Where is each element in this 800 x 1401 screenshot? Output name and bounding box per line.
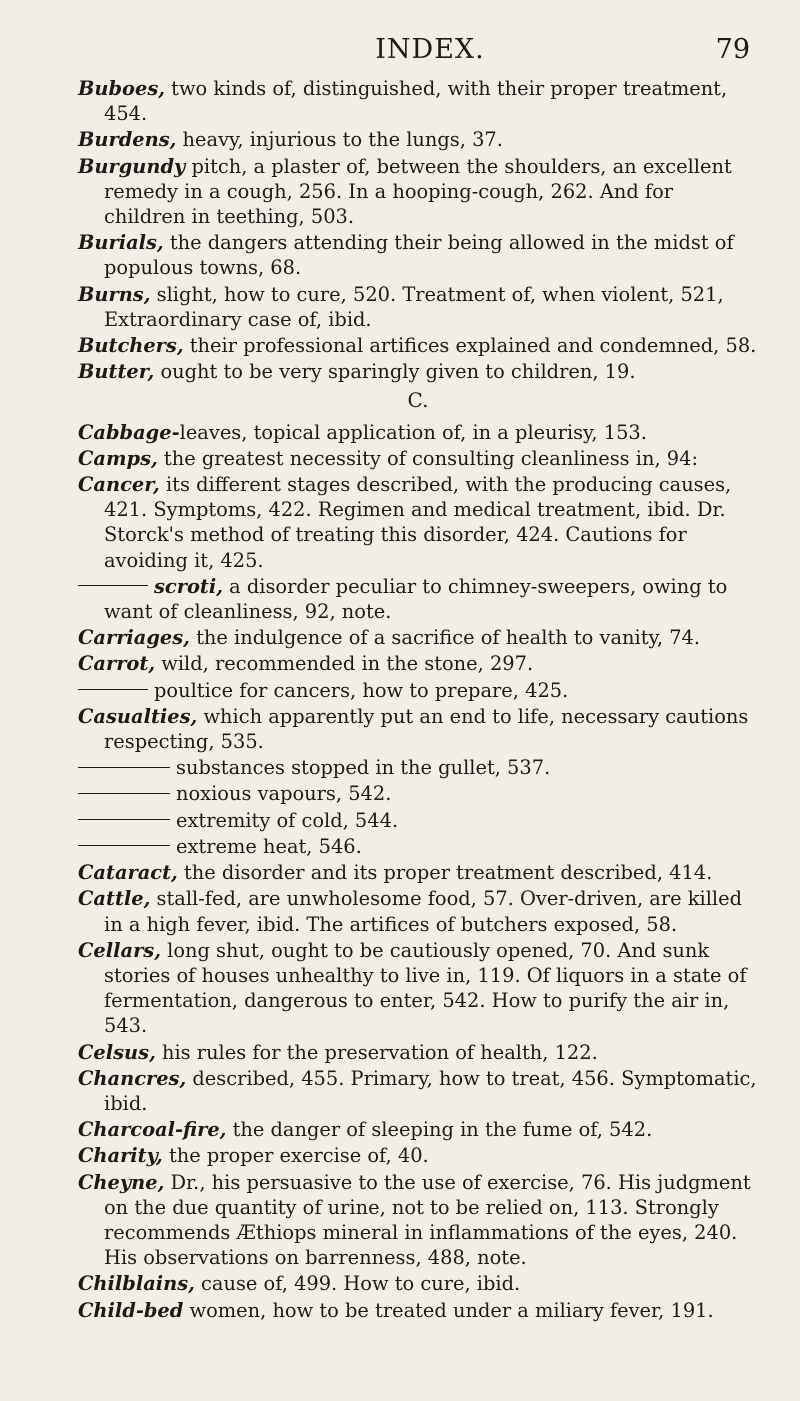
running-title: INDEX. [375,34,485,65]
entry-heading: Carriages, [78,626,190,650]
ditto-dash [78,585,148,586]
index-entry [78,938,758,1039]
entry-text: described, 455. Primary, how to treat, 456. Symptomatic, ibid. [104,1066,757,1115]
index-entry [78,76,758,126]
entry-heading: Charity, [78,1144,163,1168]
entry-text: the proper exercise of, 40. [162,1144,429,1168]
entry-text: extremity of cold, 544. [176,808,399,832]
index-entry [78,154,758,230]
entry-text: the greatest necessity of consulting cleanliness in, 94: [157,446,699,470]
index-entry [78,1040,758,1065]
index-entry [78,808,758,833]
entry-heading: Celsus, [78,1040,156,1064]
entry-heading: Carrot, [78,652,156,676]
entry-text: its different stages described, with the producing causes, 421. Symptoms, 422. Regimen and medical treatment, ibid. Dr. Storck's method of treating this disorder, 424. Cautions for avoiding it, 425. [104,473,732,572]
entry-heading: Burns, [78,282,151,306]
index-entry [78,333,758,358]
index-body [78,76,758,1324]
index-entry [78,886,758,936]
entry-text: the danger of sleeping in the fume of, 542. [226,1118,653,1142]
index-entry [78,1066,758,1116]
index-entry [78,834,758,859]
index-section-c [78,420,758,1323]
entry-heading: Burgundy [78,154,186,178]
entry-text: wild, recommended in the stone, 297. [155,652,534,676]
entry-heading: scroti, [154,574,223,598]
entry-text: leaves, topical application of, in a pleurisy, 153. [179,420,647,444]
index-entry [78,282,758,332]
ditto-dash [78,819,170,820]
entry-text: a disorder peculiar to chimney-sweepers, owing to want of cleanliness, 92, note. [104,574,728,624]
entry-text: the indulgence of a sacrifice of health to vanity, 74. [189,626,701,650]
entry-text: the dangers attending their being allowed in the midst of populous towns, 68. [104,231,734,280]
entry-heading: Chancres, [78,1066,187,1090]
ditto-dash [78,793,170,794]
index-entry [78,127,758,152]
index-entry [78,704,758,754]
ditto-dash [78,767,170,768]
index-section-b [78,76,758,384]
entry-heading: Butchers, [78,334,184,358]
entry-text: long shut, ought to be cautiously opened, 70. And sunk stories of houses unhealthy to live in, 119. Of liquors in a state of fermentation, dangerous to enter, 542. How to purify the air in, 543. [104,938,747,1038]
index-entry [78,1117,758,1142]
entry-heading: Cellars, [78,938,161,962]
index-entry [78,574,758,624]
ditto-dash [78,845,170,846]
entry-text: two kinds of, distinguished, with their proper treatment, 454. [104,77,728,126]
entry-text: substances stopped in the gullet, 537. [176,756,551,780]
ditto-dash [78,689,148,690]
entry-heading: Buboes, [78,77,165,100]
entry-heading: Cataract, [78,861,178,885]
index-entry [78,755,758,780]
entry-heading: Casualties, [78,704,198,728]
entry-heading: Cheyne, [78,1170,165,1194]
page-header [110,30,750,70]
entry-text: heavy, injurious to the lungs, 37. [176,128,503,152]
entry-text: slight, how to cure, 520. Treatment of, when violent, 521, Extraordinary case of, ibid. [104,282,724,331]
entry-heading: Burials, [78,231,164,255]
entry-text: which apparently put an end to life, necessary cautions respecting, 535. [104,704,749,754]
index-entry [78,1298,758,1323]
entry-heading: Cabbage- [78,420,180,444]
entry-heading: Chilblains, [78,1272,195,1296]
index-entry [78,359,758,384]
index-entry [78,1143,758,1168]
entry-heading: Cattle, [78,887,151,911]
entry-text: women, how to be treated under a miliary fever, 191. [183,1298,714,1322]
entry-text: cause of, 499. How to cure, ibid. [194,1272,521,1296]
entry-heading: Child-bed [78,1298,184,1322]
index-entry [78,420,758,445]
entry-text: ought to be very sparingly given to children, 19. [154,360,636,384]
index-entry [78,1271,758,1296]
index-entry [78,1170,758,1271]
entry-text: noxious vapours, 542. [176,782,392,806]
entry-heading: Cancer, [78,473,160,497]
index-entry [78,446,758,471]
entry-text: poultice for cancers, how to prepare, 425. [154,678,569,702]
entry-heading: Camps, [78,446,158,470]
entry-text: stall-fed, are unwholesome food, 57. Over-driven, are killed in a high fever, ibid. The artifices of butchers exposed, 58. [104,887,742,936]
index-entry [78,651,758,676]
entry-text: Dr., his persuasive to the use of exercise, 76. His judgment on the due quantity of urine, not to be relied on, 113. Strongly recommends Æthiops mineral in inflammations of the eyes, 240. His observations on barrenness, 488, note. [104,1170,751,1270]
index-entry [78,678,758,703]
entry-text: his rules for the preservation of health, 122. [155,1040,598,1064]
index-entry [78,230,758,280]
page-number: 79 [715,34,750,65]
entry-text: pitch, a plaster of, between the shoulders, an excellent remedy in a cough, 256. In a hooping-cough, 262. And for children in teething, 503. [104,154,732,229]
index-entry [78,781,758,806]
entry-text: the disorder and its proper treatment described, 414. [177,861,713,885]
entry-heading: Butter, [78,360,155,384]
index-entry [78,625,758,650]
entry-heading: Charcoal-fire, [78,1118,227,1142]
entry-text: their professional artifices explained and condemned, 58. [183,334,757,358]
index-entry [78,472,758,573]
section-letter: C. [407,388,429,413]
entry-heading: Burdens, [78,128,177,152]
index-entry [78,860,758,885]
entry-text: extreme heat, 546. [176,834,362,858]
